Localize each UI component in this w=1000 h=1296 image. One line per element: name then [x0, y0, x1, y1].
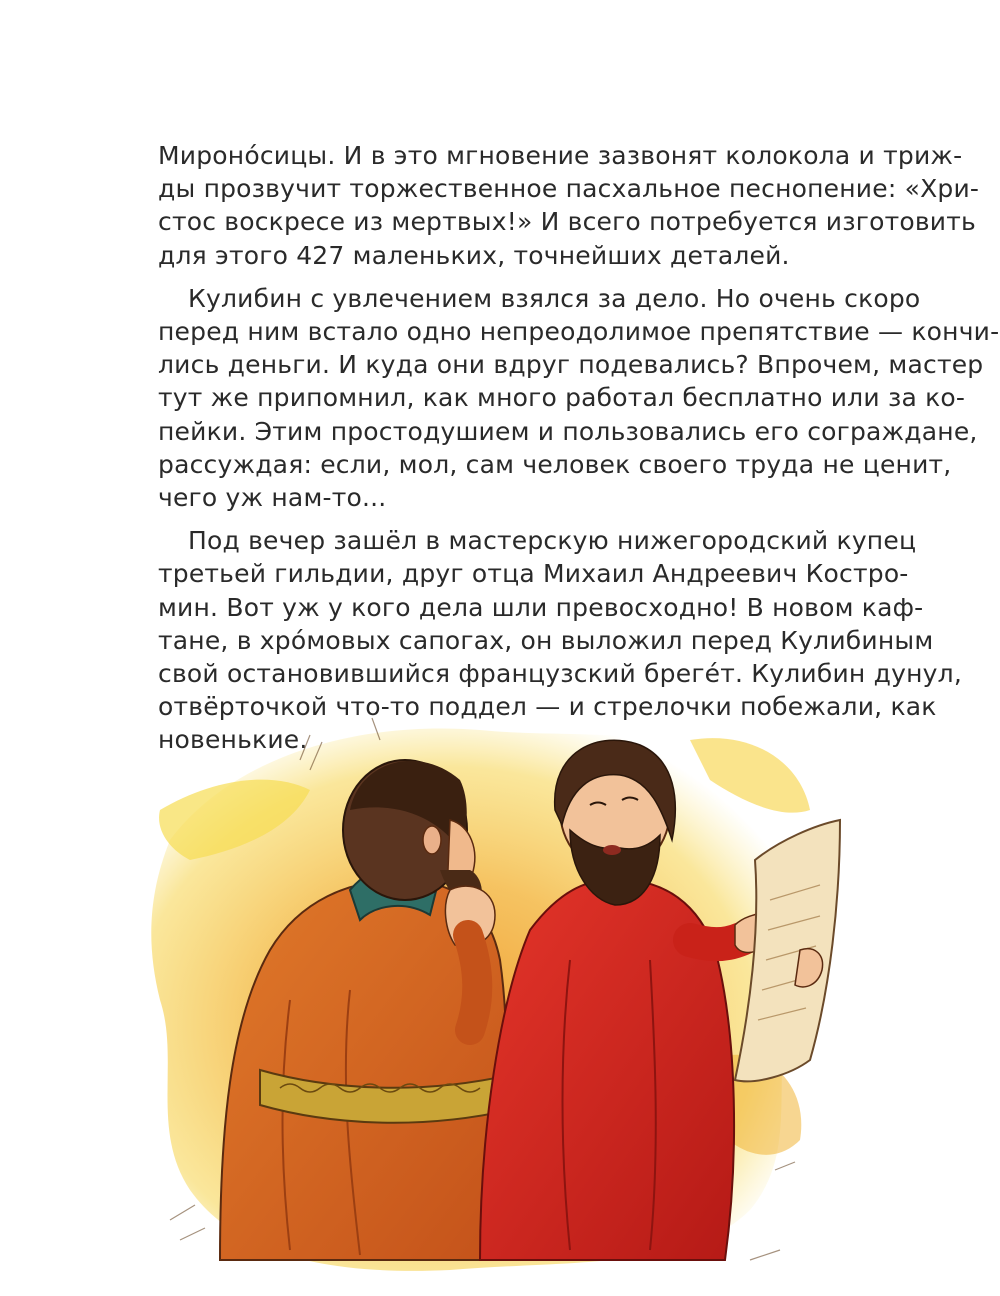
- text-line: чего уж нам-то...: [158, 483, 387, 513]
- illustration-kulibin-and-merchant: [150, 700, 850, 1280]
- text-line: Кулибин с увлечением взялся за дело. Но очень скоро: [188, 283, 921, 313]
- text-line: третьей гильдии, друг отца Михаил Андреевич Костро-: [158, 559, 909, 589]
- text-line: для этого 427 маленьких, точнейших деталей.: [158, 240, 790, 270]
- paragraph: [158, 282, 1000, 514]
- text-line: тут же припомнил, как много работал бесплатно или за ко-: [158, 383, 966, 413]
- text-line: Под вечер зашёл в мастерскую нижегородский купец: [188, 526, 917, 556]
- text-line: тане, в хро́мовых сапогах, он выложил перед Кулибиным: [158, 625, 934, 655]
- text-line: мин. Вот уж у кого дела шли превосходно! В новом каф-: [158, 592, 924, 622]
- text-line: отвёрточкой что-то поддел — и стрелочки побежали, как: [158, 692, 937, 722]
- text-line: ды прозвучит торжественное пасхальное песнопение: «Хри-: [158, 174, 980, 204]
- text-line: новенькие.: [158, 725, 308, 755]
- text-line: лись деньги. И куда они вдруг подевались? Впрочем, мастер: [158, 350, 984, 380]
- text-line: пейки. Этим простодушием и пользовались его сограждане,: [158, 416, 978, 446]
- text-line: перед ним встало одно непреодолимое препятствие — кончи-: [158, 317, 1000, 347]
- body-text: [158, 139, 1000, 757]
- text-line: свой остановившийся французский брегéт. Кулибин дунул,: [158, 659, 962, 689]
- text-line: рассуждая: если, мол, сам человек своего труда не ценит,: [158, 449, 952, 479]
- paragraph: [158, 139, 980, 272]
- text-line: Мироно́сицы. И в это мгновение зазвонят колокола и триж-: [158, 141, 963, 170]
- text-line: стос воскресе из мертвых!» И всего потребуется изготовить: [158, 207, 976, 237]
